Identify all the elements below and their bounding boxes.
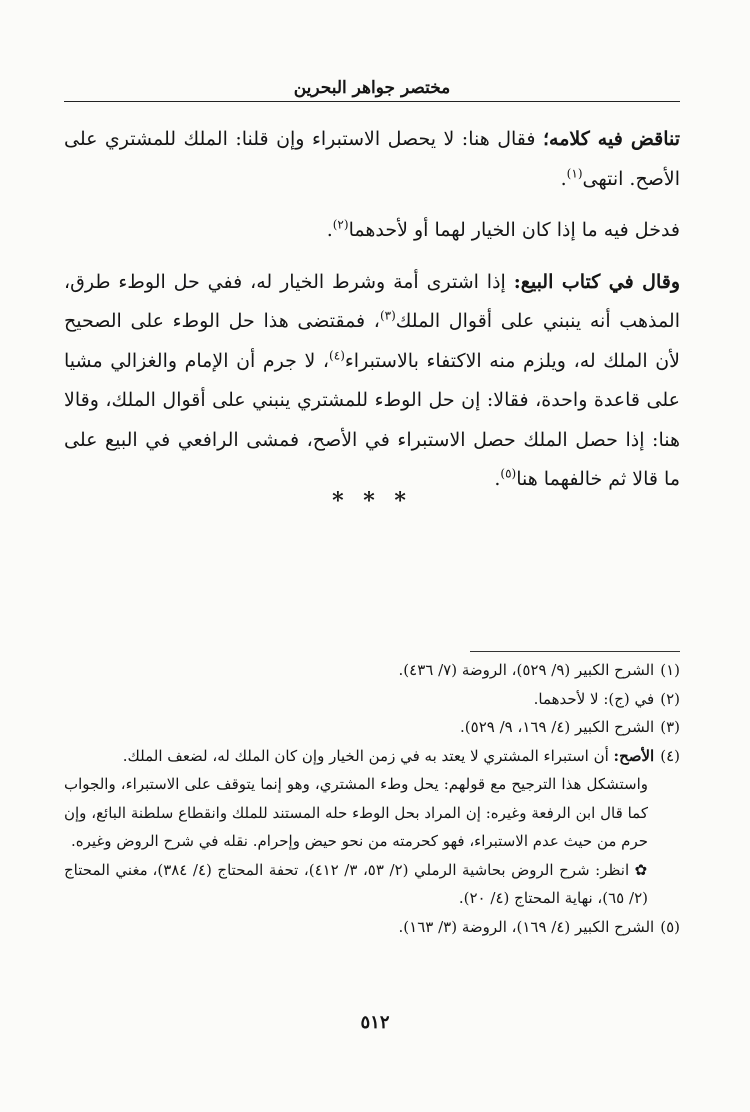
- footnote-2-text: في (ج): لا لأحدهما.: [533, 689, 655, 708]
- paragraph-3-end: .: [494, 468, 501, 490]
- footnote-5: [64, 913, 680, 942]
- footnote-5-text: الشرح الكبير (٤/ ١٦٩)، الروضة (٣/ ١٦٣).: [398, 917, 655, 936]
- paragraph-gap: [64, 251, 680, 263]
- paragraph-3-text-b: ، فمقتضى هذا حل الوطء على الصحيح لأن الملك له، ويلزم منه الاكتفاء بالاستبراء: [64, 310, 680, 372]
- paragraph-3: [64, 263, 680, 500]
- footnote-ref-4[interactable]: (٤): [329, 348, 345, 363]
- footnotes: [64, 656, 680, 941]
- footnote-2: [64, 685, 680, 714]
- footnote-ref-3[interactable]: (٣): [379, 308, 396, 323]
- paragraph-gap: [64, 199, 680, 211]
- header-rule: [64, 101, 680, 102]
- running-header: مختصر جواهر البحرين: [293, 78, 451, 98]
- footnote-1-text: الشرح الكبير (٩/ ٥٢٩)، الروضة (٧/ ٤٣٦).: [398, 661, 655, 679]
- page-number: ٥١٢: [360, 1012, 390, 1033]
- footnote-5-number: (٥): [660, 917, 680, 936]
- footnote-4-sources: [64, 856, 680, 913]
- footnote-4-text: أن استبراء المشتري لا يعتد به في زمن الخيار وإن كان الملك له، لضعف الملك.: [122, 746, 614, 765]
- footnote-1-number: (١): [660, 661, 680, 679]
- paragraph-1-lead: تناقض فيه كلامه؛: [542, 128, 681, 150]
- footnote-4-sources-text: انظر: شرح الروض بحاشية الرملي (٢/ ٥٣، ٣/ ٤١٢)، تحفة المحتاج (٤/ ٣٨٤)، مغني المحتاج (٢/ ٦٥)، نهاية المحتاج (٤/ ٢٠).: [64, 860, 648, 907]
- footnote-4-continuation: واستشكل هذا الترجيح مع قولهم: يحل وطء المشتري، وهو إنما يتوقف على الاستبراء، والجواب كما قال ابن الرفعة وغيره: إن المراد بحل الوطء حله المستند للملك وانقطاع سلطنة البائع، وإن حرم من حيث عدم الاستبراء، فهو كحرمته من نحو حيض وإحرام. نقله في شرح الروض وغيره.: [64, 775, 648, 850]
- footnote-4-lead: الأصح:: [613, 746, 655, 765]
- main-text: [64, 120, 680, 500]
- paragraph-3-lead: وقال في كتاب البيع:: [513, 270, 680, 293]
- section-separator: * * *: [332, 488, 412, 514]
- footnote-4-number: (٤): [660, 746, 680, 765]
- paragraph-1: [64, 120, 680, 199]
- footnote-ref-1[interactable]: (١): [566, 166, 583, 181]
- paragraph-3-text-a: إذا اشترى أمة وشرط الخيار له، ففي حل الوطء طرق، المذهب أنه ينبني على أقوال الملك: [64, 270, 680, 332]
- paragraph-2: [64, 211, 680, 251]
- footnote-1: [64, 656, 680, 685]
- footnote-3: [64, 713, 680, 742]
- paragraph-2-end: .: [326, 219, 333, 241]
- footnote-4: [64, 742, 680, 771]
- footnote-ref-5[interactable]: (٥): [500, 466, 517, 481]
- paragraph-1-text: فقال هنا: لا يحصل الاستبراء وإن قلنا: الملك للمشتري على الأصح. انتهى: [64, 128, 680, 190]
- footnote-3-number: (٣): [660, 718, 680, 736]
- paragraph-3-text-c: ، لا جرم أن الإمام والغزالي مشيا على قاعدة واحدة، فقالا: إن حل الوطء للمشتري ينبني على أقوال الملك، وقالا هنا: إذا حصل الملك حصل الاستبراء في الأصح، فمشى الرافعي في البيع على ما قالا ثم خالفهما هنا: [64, 349, 680, 490]
- footnote-rule: [470, 651, 680, 652]
- paragraph-2-text: فدخل فيه ما إذا كان الخيار لهما أو لأحدهما: [348, 219, 680, 241]
- footnote-3-text: الشرح الكبير (٤/ ١٦٩، ٩/ ٥٢٩).: [460, 718, 655, 736]
- footnote-ref-2[interactable]: (٢): [332, 217, 349, 232]
- flower-icon: ✿: [634, 860, 649, 879]
- paragraph-1-end: .: [560, 167, 567, 190]
- footnote-2-number: (٢): [660, 689, 680, 708]
